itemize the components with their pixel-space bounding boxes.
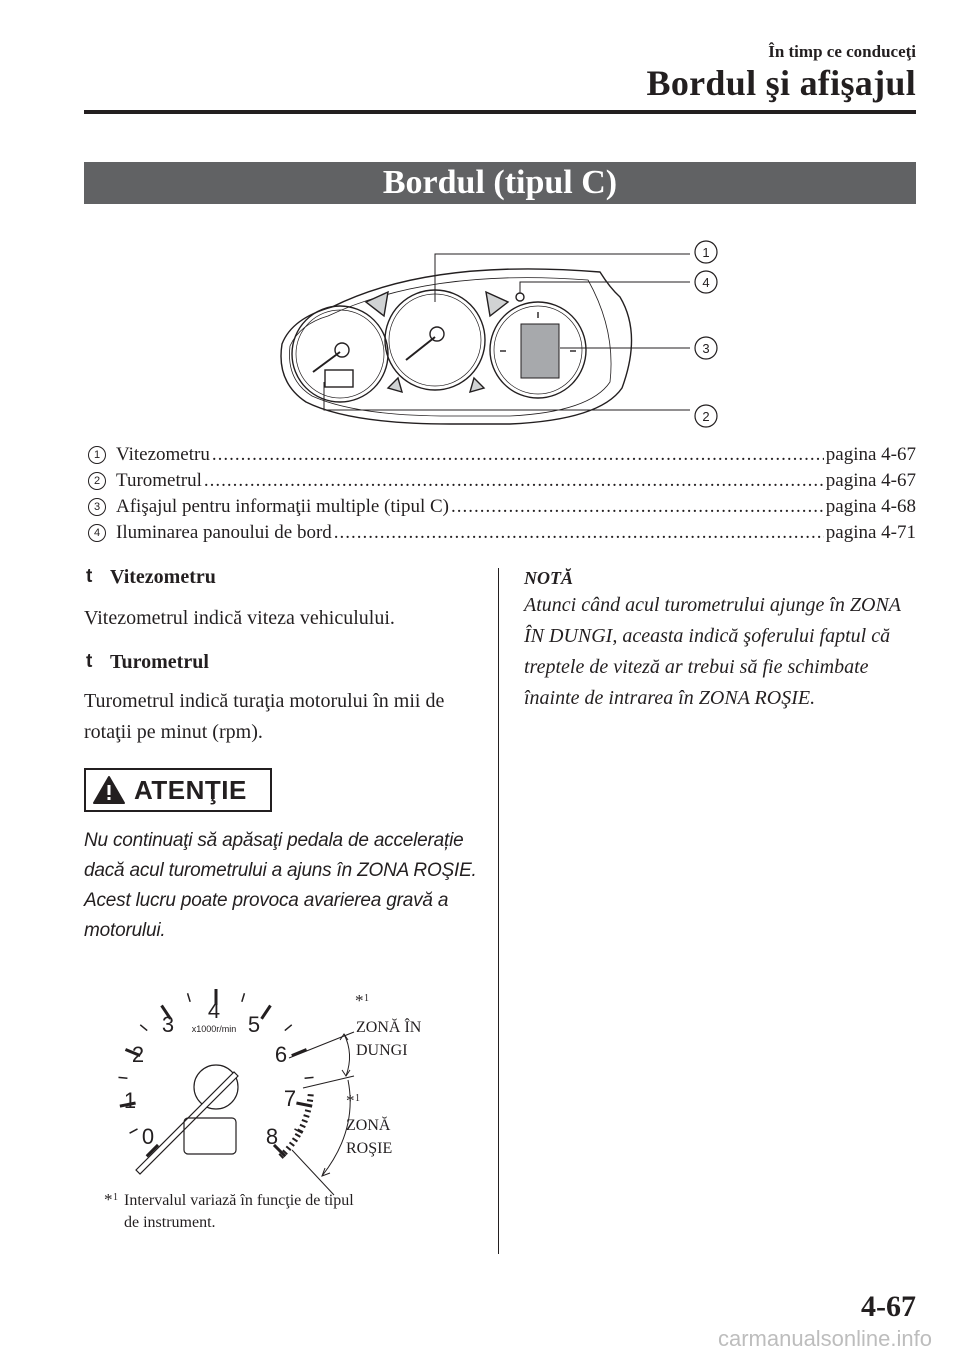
index-label: Vitezometru — [116, 444, 210, 465]
dial-tick — [118, 1077, 127, 1078]
speedometer-heading — [84, 566, 480, 589]
dial-tick — [262, 1006, 271, 1019]
zone-mark — [295, 1134, 300, 1137]
callout-3-label: 3 — [702, 341, 710, 356]
index-row — [84, 468, 916, 494]
caution-paragraph-1: Nu continuaţi să apăsaţi pedala de accelerație dacă acul turometrului a ajuns în ZONA ROŞIE. — [84, 830, 477, 881]
index-row — [84, 520, 916, 546]
dot-leader — [334, 520, 824, 546]
dot-leader — [204, 468, 824, 494]
page-number: 4-67 — [861, 1290, 916, 1323]
zone-mark — [305, 1110, 311, 1112]
index-page-link[interactable]: pagina 4-67 — [825, 444, 916, 465]
index-number: 1 — [88, 446, 106, 464]
dial-tick — [130, 1129, 138, 1133]
index-number: 4 — [88, 524, 106, 542]
tachometer-heading — [84, 651, 480, 674]
index-row — [84, 494, 916, 520]
index-page-link[interactable]: pagina 4-67 — [825, 470, 916, 491]
dial-tick — [305, 1077, 314, 1078]
dial-tick — [188, 993, 191, 1002]
callout-2-label: 2 — [702, 409, 710, 424]
dial-number-6: 6 — [274, 1042, 288, 1067]
dial-tick — [242, 993, 245, 1002]
index-page-link[interactable]: pagina 4-68 — [825, 496, 916, 517]
dial-number-2: 2 — [131, 1042, 145, 1067]
striped-zone-line2: DUNGI — [356, 1042, 408, 1059]
dial-number-8: 8 — [265, 1124, 279, 1149]
dot-leader — [451, 494, 824, 520]
dot-leader — [212, 442, 824, 468]
zone-mark — [306, 1105, 312, 1106]
index-label: Iluminarea panoului de bord — [116, 522, 332, 543]
running-header-title: Bordul şi afişajul — [646, 63, 916, 103]
dial-number-4: 4 — [207, 998, 221, 1023]
dial-tick — [292, 1049, 307, 1055]
zone-mark — [286, 1146, 291, 1150]
footnote-mark: 1 — [113, 1192, 118, 1203]
header-rule — [84, 110, 916, 114]
zone-mark — [289, 1142, 294, 1146]
dial-tick — [285, 1025, 292, 1031]
speedometer-section — [84, 566, 480, 634]
red-zone-line2: ROŞIE — [346, 1140, 393, 1157]
zone-mark — [300, 1125, 305, 1127]
index-label: Turometrul — [116, 470, 202, 491]
caution-label: ATENŢIE — [134, 774, 247, 805]
dial-number-5: 5 — [247, 1012, 261, 1037]
striped-zone-line1: ZONĂ ÎN — [356, 1019, 422, 1036]
tachometer-section — [84, 651, 480, 748]
index-number: 2 — [88, 472, 106, 490]
tachometer-zones-illustration — [96, 980, 476, 1235]
footnote-mark: 1 — [355, 1093, 360, 1104]
footnote-mark: 1 — [364, 993, 369, 1004]
section-bullet-icon: t — [86, 566, 93, 587]
running-header-subtitle: În timp ce conduceţi — [768, 42, 916, 61]
callout-4-label: 4 — [702, 275, 710, 290]
note-block — [524, 566, 916, 714]
dial-number-0: 0 — [141, 1124, 155, 1149]
caution-text — [84, 826, 484, 946]
index-row — [84, 442, 916, 468]
cluster-illustration — [270, 232, 730, 432]
zone-mark — [307, 1100, 313, 1101]
dial-tick — [140, 1025, 147, 1031]
callout-1-label: 1 — [702, 245, 710, 260]
tachometer-title: Turometrul — [110, 651, 209, 673]
section-banner: Bordul (tipul C) — [84, 162, 916, 204]
zone-mark — [304, 1115, 310, 1117]
zone-mark — [292, 1138, 297, 1141]
asterisk-mark: * — [104, 1190, 113, 1209]
note-text: Atunci când acul turometrului ajunge în ZONA ÎN DUNGI, aceasta indică şoferului faptul că treptele de viteză ar trebui să fie schimbate înainte de intrarea în ZONA ROŞIE. — [524, 594, 901, 709]
zone-mark — [302, 1120, 308, 1122]
warning-triangle-icon — [92, 775, 126, 805]
asterisk-mark: * — [346, 1091, 355, 1110]
dial-number-7: 7 — [283, 1086, 297, 1111]
component-index — [84, 442, 916, 546]
speedometer-text: Vitezometrul indică viteza vehiculului. — [84, 607, 395, 629]
note-title: NOTĂ — [524, 568, 573, 588]
footnote-line1: Intervalul variază în funcţie de tipul — [124, 1192, 354, 1209]
asterisk-mark: * — [355, 991, 364, 1010]
index-page-link[interactable]: pagina 4-71 — [825, 522, 916, 543]
caution-label-box — [84, 768, 272, 812]
column-divider — [498, 568, 499, 1254]
tachometer-text: Turometrul indică turaţia motorului în mii de rotaţii pe minut (rpm). — [84, 690, 445, 743]
dial-number-1: 1 — [123, 1088, 137, 1113]
speedometer-title: Vitezometru — [110, 566, 216, 588]
red-zone-line1: ZONĂ — [346, 1117, 391, 1134]
dial-unit: x1000r/min — [191, 1024, 237, 1034]
index-label: Afişajul pentru informaţii multiple (tipul C) — [116, 496, 449, 517]
dial-number-3: 3 — [161, 1012, 175, 1037]
caution-paragraph-2: Acest lucru poate provoca avarierea gravă a motorului. — [84, 890, 449, 941]
watermark: carmanualsonline.info — [717, 1326, 932, 1351]
zone-mark — [308, 1095, 314, 1096]
index-number: 3 — [88, 498, 106, 516]
footnote-line2: de instrument. — [124, 1214, 216, 1231]
section-bullet-icon: t — [86, 651, 93, 672]
